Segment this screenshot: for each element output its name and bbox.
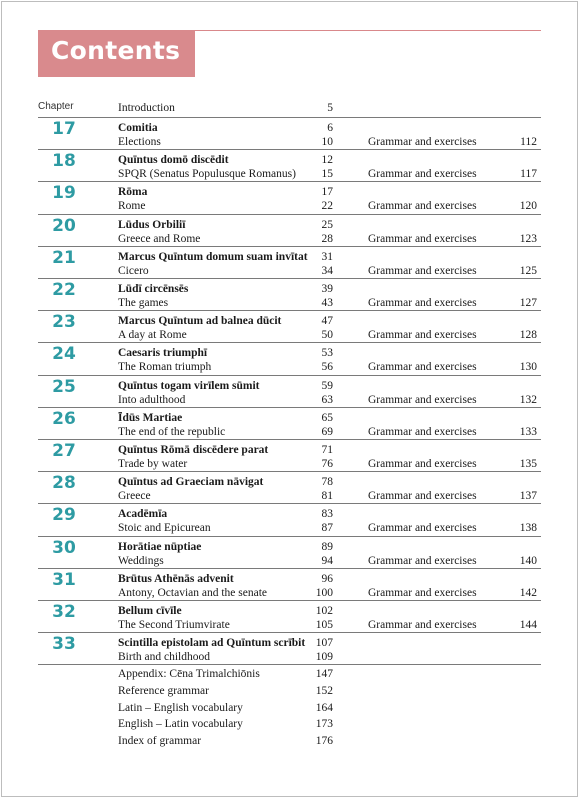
chapter-page: 31	[321, 250, 333, 263]
chapter-number: 33	[52, 634, 76, 655]
grammar-exercises-page: 137	[519, 490, 537, 503]
chapter-row[interactable]	[38, 536, 541, 569]
grammar-exercises-label: Grammar and exercises	[368, 490, 477, 503]
chapter-number: 20	[52, 215, 76, 236]
chapter-number: 17	[52, 119, 76, 139]
chapter-page: 59	[321, 379, 333, 392]
chapter-row[interactable]	[38, 407, 541, 440]
grammar-exercises-page: 125	[519, 264, 537, 277]
chapter-list-end-rule	[38, 664, 541, 665]
chapter-english-topic: Stoic and Epicurean	[118, 522, 211, 535]
chapter-topic-page: 87	[321, 522, 333, 535]
appendix-page: 176	[315, 735, 333, 748]
grammar-exercises-page: 135	[519, 458, 537, 470]
chapter-english-topic: Birth and childhood	[118, 651, 210, 664]
chapter-latin-title: Comitia	[118, 122, 158, 134]
chapter-latin-title: Acadēmīa	[118, 508, 168, 521]
chapter-number: 21	[52, 247, 76, 268]
grammar-exercises-page: 132	[519, 393, 537, 406]
chapter-english-topic: Into adulthood	[118, 393, 186, 406]
chapter-row[interactable]	[38, 117, 541, 150]
chapter-topic-page: 94	[321, 554, 333, 567]
chapter-page: 96	[321, 572, 333, 585]
grammar-exercises-label: Grammar and exercises	[368, 393, 477, 406]
grammar-exercises-page: 140	[519, 554, 537, 567]
appendix-page: 164	[315, 701, 333, 714]
chapter-topic-page: 100	[315, 586, 333, 599]
chapter-row[interactable]	[38, 310, 541, 343]
chapter-latin-title: Lūdī circēnsēs	[118, 283, 189, 295]
introduction-row[interactable]	[0, 101, 581, 115]
chapter-page: 47	[321, 315, 333, 328]
chapter-english-topic: Weddings	[118, 554, 164, 567]
chapter-row[interactable]	[38, 342, 541, 375]
chapter-number: 32	[52, 602, 76, 622]
chapter-topic-page: 10	[321, 136, 333, 148]
chapter-number: 25	[52, 376, 76, 397]
chapter-english-topic: Elections	[118, 136, 161, 148]
chapter-topic-page: 56	[321, 361, 333, 374]
chapter-row[interactable]	[38, 214, 541, 247]
chapter-topic-page: 15	[321, 168, 333, 181]
appendix-title: Reference grammar	[118, 684, 209, 697]
chapter-latin-title: Rōma	[118, 186, 148, 199]
grammar-exercises-page: 127	[519, 297, 537, 309]
grammar-exercises-page: 128	[519, 329, 537, 342]
chapter-number: 30	[52, 537, 76, 558]
chapter-row[interactable]	[38, 632, 541, 665]
chapter-row[interactable]	[38, 149, 541, 182]
chapter-number: 27	[52, 441, 76, 461]
grammar-exercises-page: 123	[519, 232, 537, 245]
chapter-latin-title: Marcus Quīntum domum suam invītat	[118, 250, 308, 263]
chapter-page: 89	[321, 540, 333, 553]
chapter-page: 17	[321, 186, 333, 199]
chapter-english-topic: Rome	[118, 200, 146, 213]
chapter-english-topic: The Second Triumvirate	[118, 619, 230, 631]
chapter-page: 83	[321, 508, 333, 521]
grammar-exercises-label: Grammar and exercises	[368, 361, 477, 374]
chapter-page: 53	[321, 347, 333, 360]
chapter-latin-title: Marcus Quīntum ad balnea dūcit	[118, 315, 282, 328]
grammar-exercises-label: Grammar and exercises	[368, 586, 477, 599]
chapter-page: 71	[321, 444, 333, 456]
grammar-exercises-label: Grammar and exercises	[368, 522, 477, 535]
chapter-number: 19	[52, 183, 76, 204]
chapter-page: 107	[315, 637, 333, 650]
chapter-page: 25	[321, 218, 333, 231]
introduction-page: 5	[327, 102, 333, 114]
chapter-topic-page: 50	[321, 329, 333, 342]
title-banner	[38, 30, 195, 77]
chapter-topic-page: 81	[321, 490, 333, 503]
chapter-topic-page: 105	[315, 619, 333, 631]
grammar-exercises-label: Grammar and exercises	[368, 458, 477, 470]
chapter-row[interactable]	[38, 278, 541, 311]
chapter-english-topic: A day at Rome	[118, 329, 187, 342]
chapter-number: 31	[52, 569, 76, 590]
chapter-latin-title: Horātiae nūptiae	[118, 540, 202, 553]
chapter-page: 6	[327, 122, 333, 134]
chapter-english-topic: The games	[118, 297, 169, 309]
appendix-item[interactable]	[0, 717, 581, 731]
chapter-number: 22	[52, 280, 76, 300]
grammar-exercises-label: Grammar and exercises	[368, 232, 477, 245]
grammar-exercises-label: Grammar and exercises	[368, 425, 477, 438]
appendix-item[interactable]	[0, 684, 581, 698]
grammar-exercises-label: Grammar and exercises	[368, 200, 477, 213]
chapter-topic-page: 22	[321, 200, 333, 213]
introduction-title: Introduction	[118, 102, 175, 114]
grammar-exercises-label: Grammar and exercises	[368, 136, 477, 148]
chapter-english-topic: Greece	[118, 490, 151, 503]
grammar-exercises-page: 117	[520, 168, 537, 181]
appendix-page: 173	[315, 718, 333, 731]
chapter-latin-title: Quīntus ad Graeciam nāvigat	[118, 476, 264, 489]
chapter-topic-page: 109	[315, 651, 333, 664]
appendix-page: 147	[315, 668, 333, 680]
chapter-topic-page: 63	[321, 393, 333, 406]
chapter-latin-title: Caesaris triumphī	[118, 347, 208, 360]
grammar-exercises-page: 133	[519, 425, 537, 438]
chapter-english-topic: Cicero	[118, 264, 149, 277]
grammar-exercises-page: 142	[519, 586, 537, 599]
chapter-row[interactable]	[38, 471, 541, 504]
chapter-latin-title: Quīntus Rōmā discēdere parat	[118, 444, 269, 456]
chapter-row[interactable]	[38, 503, 541, 536]
chapter-latin-title: Quīntus domō discēdit	[118, 154, 229, 167]
chapter-topic-page: 43	[321, 297, 333, 309]
appendix-title: English – Latin vocabulary	[118, 718, 243, 731]
appendix-item[interactable]	[0, 701, 581, 715]
chapter-row[interactable]	[38, 181, 541, 214]
chapter-row[interactable]	[38, 439, 541, 472]
chapter-latin-title: Scintilla epistolam ad Quīntum scrībit	[118, 637, 306, 650]
grammar-exercises-page: 130	[519, 361, 537, 374]
appendix-page: 152	[315, 684, 333, 697]
grammar-exercises-label: Grammar and exercises	[368, 168, 477, 181]
chapter-latin-title: Quīntus togam virīlem sūmit	[118, 379, 260, 392]
chapter-page: 65	[321, 411, 333, 424]
chapter-column-label: Chapter	[38, 101, 74, 112]
chapter-english-topic: Greece and Rome	[118, 232, 201, 245]
appendix-title: Appendix: Cēna Trimalchiōnis	[118, 668, 260, 680]
chapter-topic-page: 69	[321, 425, 333, 438]
chapter-latin-title: Brūtus Athēnās advenit	[118, 572, 234, 585]
chapter-english-topic: Antony, Octavian and the senate	[118, 586, 268, 599]
grammar-exercises-page: 120	[519, 200, 537, 213]
appendix-title: Index of grammar	[118, 735, 202, 748]
chapter-number: 28	[52, 473, 76, 494]
chapter-english-topic: SPQR (Senatus Populusque Romanus)	[118, 168, 296, 181]
chapter-page: 12	[321, 154, 333, 167]
chapter-row[interactable]	[38, 246, 541, 279]
chapter-number: 26	[52, 408, 76, 429]
chapter-row[interactable]	[38, 600, 541, 633]
appendix-item[interactable]	[0, 667, 581, 681]
chapter-topic-page: 76	[321, 458, 333, 470]
chapter-topic-page: 34	[321, 264, 333, 277]
page-title: Contents	[51, 36, 181, 65]
chapter-english-topic: The end of the republic	[118, 425, 226, 438]
grammar-exercises-page: 112	[520, 136, 537, 148]
grammar-exercises-page: 144	[519, 619, 537, 631]
grammar-exercises-label: Grammar and exercises	[368, 619, 477, 631]
chapter-row[interactable]	[38, 568, 541, 601]
grammar-exercises-label: Grammar and exercises	[368, 554, 477, 567]
grammar-exercises-label: Grammar and exercises	[368, 329, 477, 342]
chapter-row[interactable]	[38, 375, 541, 408]
chapter-page: 102	[315, 605, 333, 617]
chapter-page: 78	[321, 476, 333, 489]
chapter-topic-page: 28	[321, 232, 333, 245]
chapter-number: 18	[52, 151, 76, 172]
grammar-exercises-label: Grammar and exercises	[368, 264, 477, 277]
chapter-english-topic: Trade by water	[118, 458, 188, 470]
appendix-title: Latin – English vocabulary	[118, 701, 243, 714]
chapter-latin-title: Īdūs Martiae	[118, 411, 183, 424]
chapter-number: 23	[52, 312, 76, 333]
chapter-number: 29	[52, 505, 76, 526]
chapter-latin-title: Lūdus Orbiliī	[118, 218, 186, 231]
grammar-exercises-page: 138	[519, 522, 537, 535]
appendix-item[interactable]	[0, 734, 581, 748]
chapter-english-topic: The Roman triumph	[118, 361, 212, 374]
chapter-latin-title: Bellum cīvīle	[118, 605, 182, 617]
chapter-number: 24	[52, 344, 76, 365]
chapter-page: 39	[321, 283, 333, 295]
grammar-exercises-label: Grammar and exercises	[368, 297, 477, 309]
